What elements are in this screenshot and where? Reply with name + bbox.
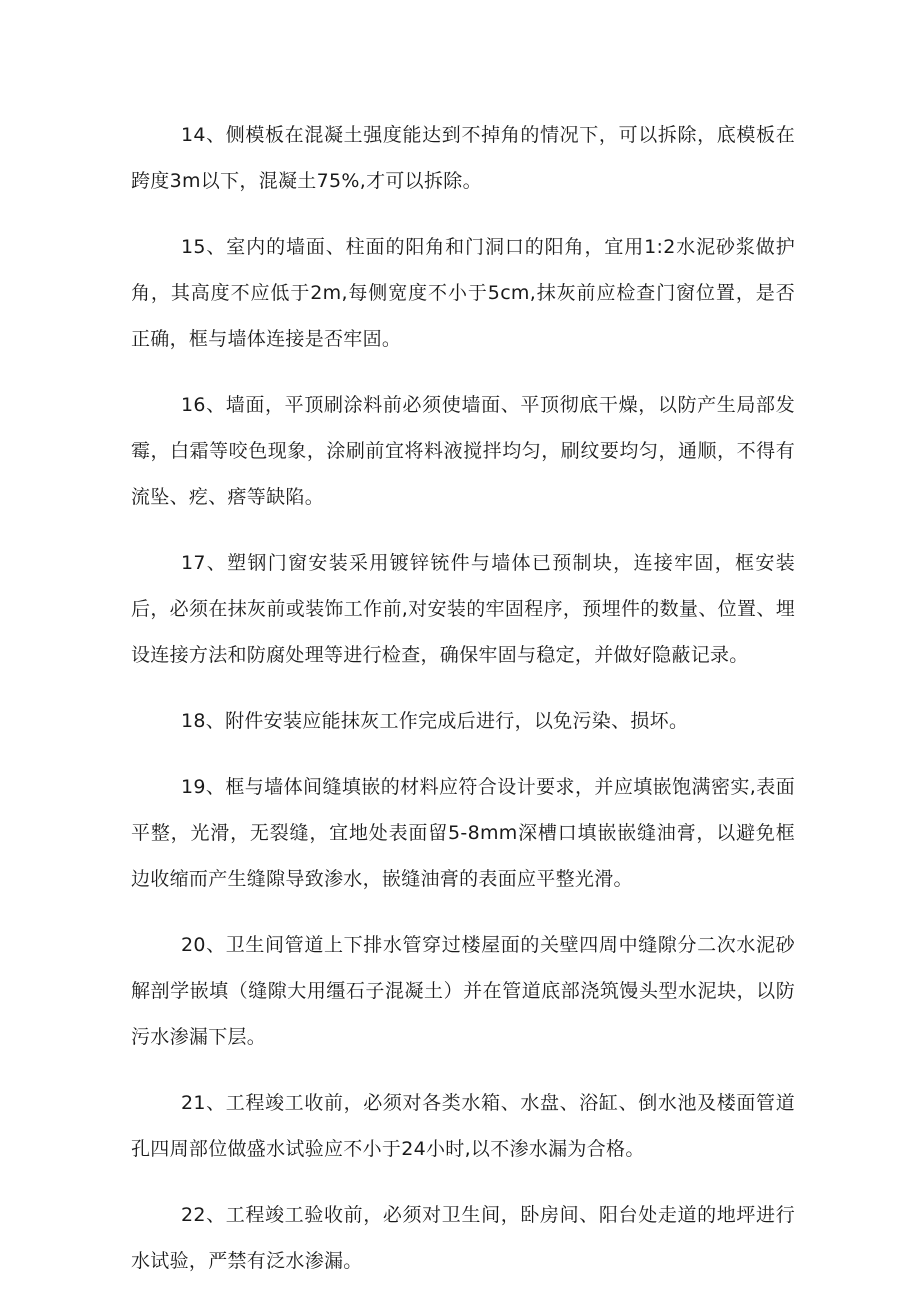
paragraph-19: 19、框与墙体间缝填嵌的材料应符合设计要求，并应填嵌饱满密实,表面平整，光滑，无裂缝，宜地处表面留5-8mm深槽口填嵌嵌缝油膏，以避免框边收缩而产生缝隙导致渗水，嵌缝油膏的表面应平整光滑。	[131, 776, 795, 890]
paragraph-18: 18、附件安装应能抹灰工作完成后进行，以免污染、损坏。	[181, 710, 689, 732]
paragraph-21: 21、工程竣工收前，必须对各类水箱、水盘、浴缸、倒水池及楼面管道孔四周部位做盛水试验应不小于24小时,以不渗水漏为合格。	[131, 1092, 795, 1160]
paragraph-22: 22、工程竣工验收前，必须对卫生间，卧房间、阳台处走道的地坪进行水试验，严禁有泛水渗漏。	[131, 1204, 795, 1272]
paragraph-16: 16、墙面，平顶刷涂料前必须使墙面、平顶彻底干燥，以防产生局部发霉，白霜等咬色现象，涂刷前宜将料液搅拌均匀，刷纹要均匀，通顺，不得有流坠、疙、瘩等缺陷。	[131, 394, 795, 508]
paragraph-17: 17、塑钢门窗安装采用镀锌铳件与墙体已预制块，连接牢固，框安装后，必须在抹灰前或装饰工作前,对安装的牢固程序，预埋件的数量、位置、埋设连接方法和防腐处理等进行检查，确保牢固与稳定，并做好隐蔽记录。	[131, 552, 795, 666]
paragraph-20: 20、卫生间管道上下排水管穿过楼屋面的关壁四周中缝隙分二次水泥砂解剖学嵌填（缝隙大用缰石子混凝土）并在管道底部浇筑馒头型水泥块，以防污水渗漏下层。	[131, 934, 795, 1048]
paragraph-15: 15、室内的墙面、柱面的阳角和门洞口的阳角，宜用1:2水泥砂浆做护角，其高度不应低于2m,每侧宽度不小于5cm,抹灰前应检查门窗位置，是否正确，框与墙体连接是否牢固。	[131, 236, 795, 350]
paragraph-14: 14、侧模板在混凝土强度能达到不掉角的情况下，可以拆除，底模板在跨度3m以下，混凝土75%,才可以拆除。	[131, 124, 795, 192]
document-body	[131, 112, 795, 1304]
